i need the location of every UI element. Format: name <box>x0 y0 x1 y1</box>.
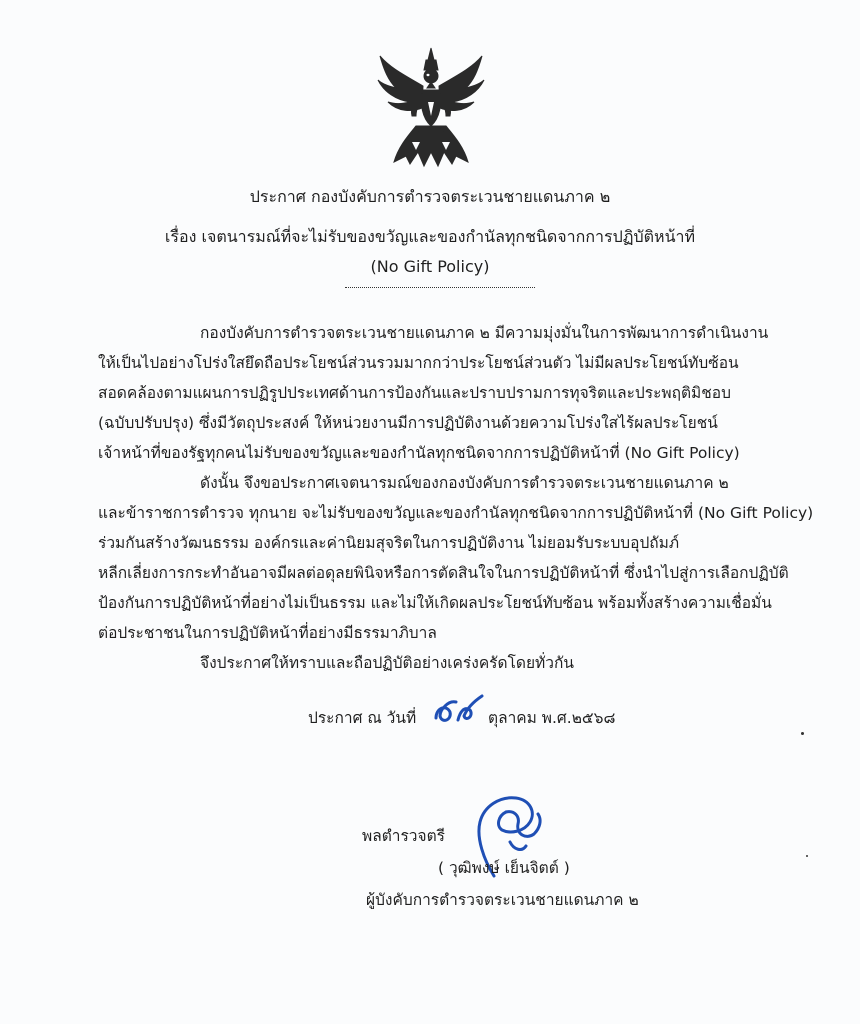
garuda-emblem-icon <box>376 46 486 170</box>
paragraph1-line: กองบังคับการตำรวจตระเวนชายแดนภาค ๒ มีความมุ่งมั่นในการพัฒนาการดำเนินงาน <box>200 324 769 342</box>
paragraph2-line: ร่วมกันสร้างวัฒนธรรม องค์กรและค่านิยมสุจริตในการปฏิบัติงาน ไม่ยอมรับระบบอุปถัมภ์ <box>98 534 680 552</box>
paragraph2-line: และข้าราชการตำรวจ ทุกนาย จะไม่รับของขวัญและของกำนัลทุกชนิดจากการปฏิบัติหน้าที่ (No Gift Policy) <box>98 504 814 522</box>
announcement-subtitle: (No Gift Policy) <box>370 257 490 276</box>
signer-name: ( วุฒิพงษ์ เย็นจิตต์ ) <box>438 859 570 877</box>
paragraph2-line: ดังนั้น จึงขอประกาศเจตนารมณ์ของกองบังคับการตำรวจตระเวนชายแดนภาค ๒ <box>200 474 729 492</box>
handwritten-day <box>432 690 486 730</box>
paragraph1-line: สอดคล้องตามแผนการปฏิรูปประเทศด้านการป้องกันและปราบปรามการทุจริตและประพฤติมิชอบ <box>98 384 731 402</box>
scan-speck <box>806 855 808 857</box>
signer-rank: พลตำรวจตรี <box>362 827 445 845</box>
announcement-subject: เรื่อง เจตนารมณ์ที่จะไม่รับของขวัญและของกำนัลทุกชนิดจากการปฏิบัติหน้าที่ <box>164 227 696 246</box>
date-prefix: ประกาศ ณ วันที่ <box>308 709 417 727</box>
paragraph2-line: หลีกเลี่ยงการกระทำอันอาจมีผลต่อดุลยพินิจหรือการตัดสินใจในการปฏิบัติหน้าที่ ซึ่งนำไปสู่การเลือกปฏิบัติ <box>98 564 789 582</box>
paragraph1-line: (ฉบับปรับปรุง) ซึ่งมีวัตถุประสงค์ ให้หน่วยงานมีการปฏิบัติงานด้วยความโปร่งใสไร้ผลประโยชน์ <box>98 414 718 432</box>
dotted-divider <box>345 287 535 288</box>
paragraph2-line: ต่อประชาชนในการปฏิบัติหน้าที่อย่างมีธรรมาภิบาล <box>98 624 437 642</box>
signer-position: ผู้บังคับการตำรวจตระเวนชายแดนภาค ๒ <box>366 891 639 909</box>
date-suffix: ตุลาคม พ.ศ.๒๕๖๘ <box>488 709 616 727</box>
announcement-title: ประกาศ กองบังคับการตำรวจตระเวนชายแดนภาค ๒ <box>249 187 611 206</box>
paragraph2-line: ป้องกันการปฏิบัติหน้าที่อย่างไม่เป็นธรรม และไม่ให้เกิดผลประโยชน์ทับซ้อน พร้อมทั้งสร้างความเชื่อมั่น <box>98 594 772 612</box>
closing-statement: จึงประกาศให้ทราบและถือปฏิบัติอย่างเคร่งครัดโดยทั่วกัน <box>200 654 574 672</box>
scan-speck <box>801 732 804 735</box>
paragraph1-line: เจ้าหน้าที่ของรัฐทุกคนไม่รับของขวัญและของกำนัลทุกชนิดจากการปฏิบัติหน้าที่ (No Gift Policy) <box>98 444 740 462</box>
paragraph1-line: ให้เป็นไปอย่างโปร่งใสยึดถือประโยชน์ส่วนรวมมากกว่าประโยชน์ส่วนตัว ไม่มีผลประโยชน์ทับซ้อน <box>98 354 739 372</box>
